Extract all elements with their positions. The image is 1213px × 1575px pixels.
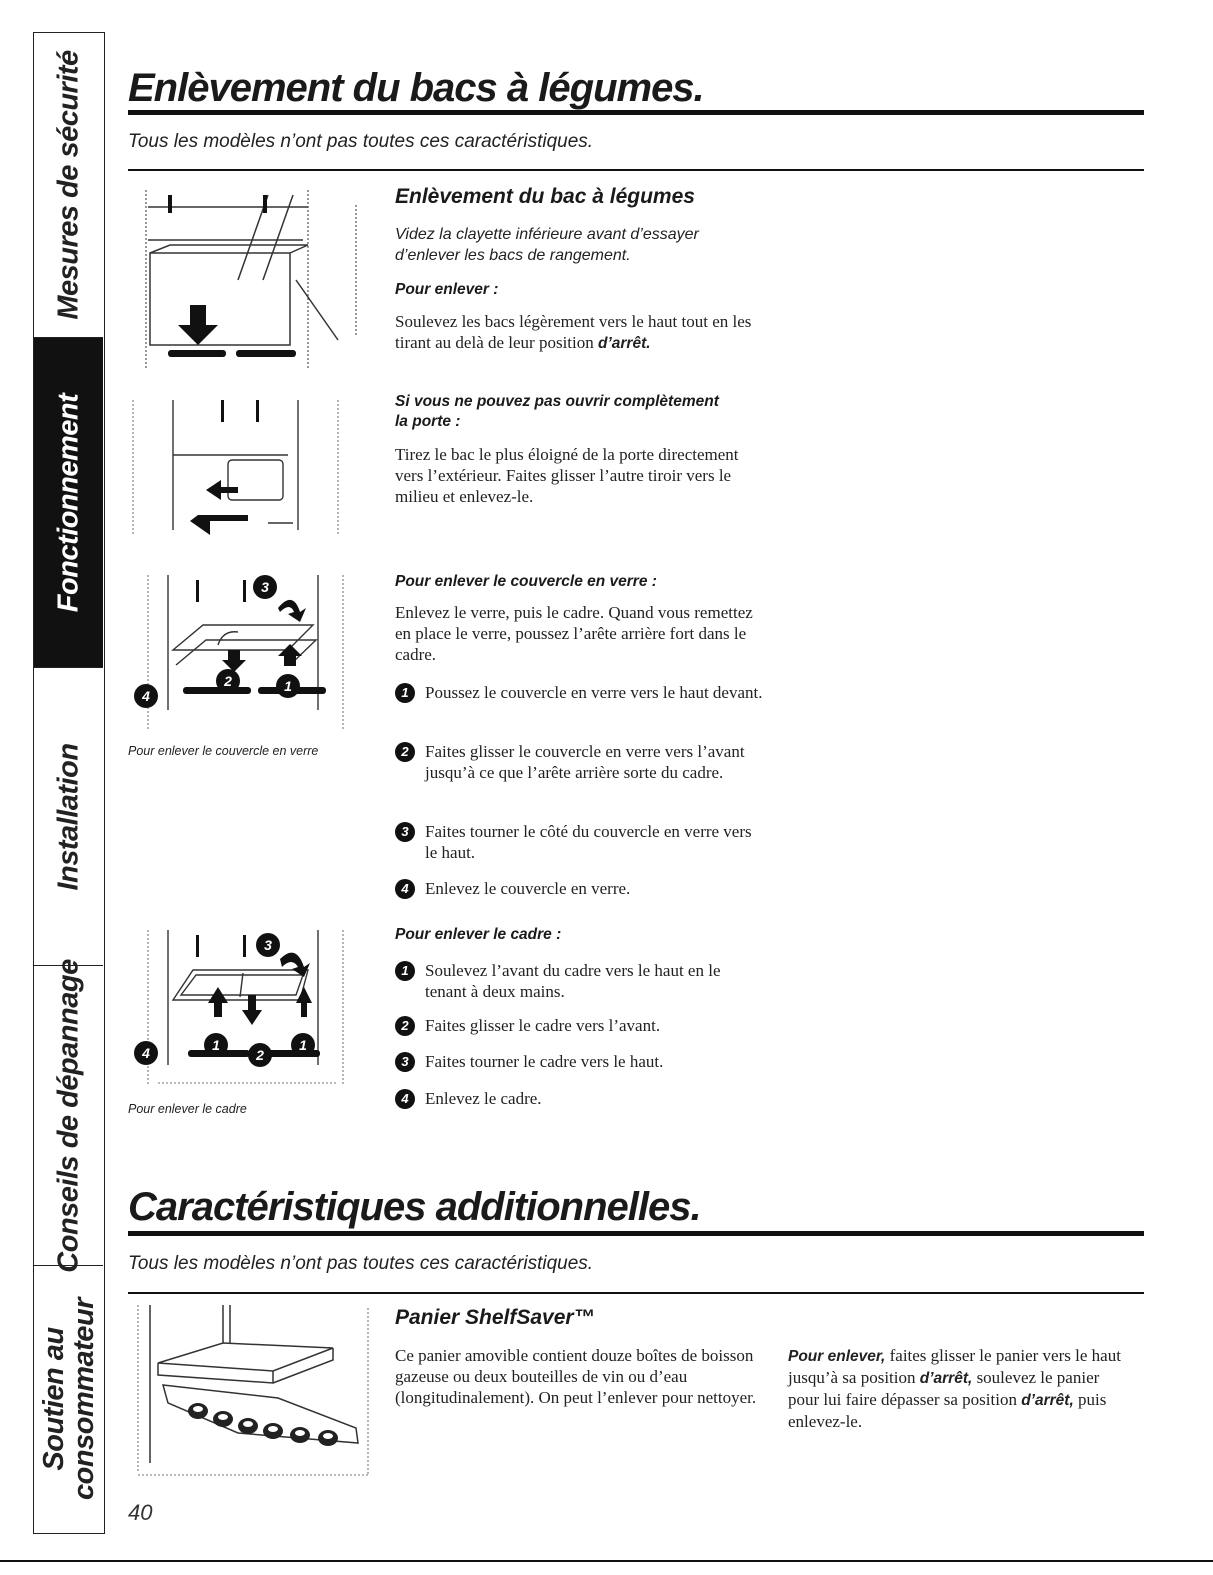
tab-label: Installation	[52, 742, 85, 891]
removal-text-a: faites glisser le panier vers le haut jusqu’à sa position	[788, 1346, 1121, 1387]
remove-text-body: Soulevez les bacs légèrement vers le haut tout en les tirant au delà de leur position	[395, 312, 752, 352]
step-text: Enlevez le cadre.	[425, 1089, 542, 1108]
sidebar-nav	[33, 32, 105, 1534]
step-number-icon: 2	[395, 1016, 415, 1036]
tab-fonctionnement[interactable]	[34, 338, 103, 668]
glass-step	[395, 821, 765, 863]
remove-heading: Pour enlever :	[395, 281, 499, 298]
svg-text:4: 4	[142, 688, 150, 704]
section-title: Caractéristiques additionnelles.	[128, 1185, 701, 1229]
removal-text-c: puis enlevez-le.	[788, 1390, 1107, 1431]
step-number-icon: 4	[395, 1089, 415, 1109]
tab-soutien-au-consommateur[interactable]	[34, 1266, 103, 1532]
step-number-icon: 3	[395, 822, 415, 842]
glass-step	[395, 878, 765, 899]
glass-step	[395, 682, 765, 703]
glass-text: Enlevez le verre, puis le cadre. Quand vous remettez en place le verre, poussez l’arête arrière fort dans le cadre.	[395, 603, 753, 664]
tab-label-line2: consommateur	[67, 1298, 100, 1500]
step-number-icon: 2	[395, 742, 415, 762]
stop-position-label: d’arrêt,	[919, 1370, 973, 1387]
page-number: 40	[128, 1500, 153, 1525]
step-number-icon: 3	[395, 1052, 415, 1072]
tab-label: Fonctionnement	[52, 393, 85, 612]
svg-text:4: 4	[142, 1045, 150, 1061]
step-text: Enlevez le couvercle en verre.	[425, 879, 631, 898]
shelfsaver-removal-text	[788, 1345, 1133, 1432]
shelfsaver-description: Ce panier amovible contient douze boîtes de boisson gazeuse ou deux bouteilles de vin ou d’eau (longitudinalement). On peut l’enlever pour nettoyer.	[395, 1346, 757, 1407]
step-number-icon: 4	[395, 879, 415, 899]
step-text: Poussez le couvercle en verre vers le haut devant.	[425, 683, 763, 702]
step-text: Faites tourner le côté du couvercle en verre vers le haut.	[425, 822, 752, 862]
frame-heading: Pour enlever le cadre :	[395, 926, 562, 943]
shelfsaver-basket-illustration	[128, 1303, 370, 1478]
frame-step	[395, 1088, 765, 1109]
remove-text	[395, 311, 765, 354]
frame-step	[395, 1015, 765, 1036]
stop-position-label: d’arrêt,	[1021, 1392, 1074, 1409]
frame-illustration	[128, 925, 358, 1090]
door-text: Tirez le bac le plus éloigné de la porte directement vers l’extérieur. Faites glisser l’autre tiroir vers le milieu et enlevez-le.	[395, 445, 739, 506]
section-title: Enlèvement du bacs à légumes.	[128, 66, 704, 110]
empty-shelf-note: Videz la clayette inférieure avant d’essayer d’enlever les bacs de rangement.	[395, 226, 699, 264]
remove-lead: Pour enlever,	[788, 1348, 886, 1365]
footer-rule	[0, 1560, 1213, 1562]
frame-step	[395, 960, 765, 1002]
step-number-icon: 1	[395, 683, 415, 703]
title-rule	[128, 110, 1144, 115]
section-subtitle: Tous les modèles n’ont pas toutes ces caractéristiques.	[128, 131, 594, 152]
partial-door-illustration	[128, 395, 358, 540]
stop-position-label: d’arrêt.	[598, 335, 651, 352]
svg-text:2: 2	[224, 673, 232, 689]
step-number-icon: 1	[395, 961, 415, 981]
svg-text:3: 3	[261, 579, 269, 595]
tab-mesures-de-securite[interactable]	[34, 33, 103, 338]
svg-text:1: 1	[284, 678, 292, 694]
divider	[128, 169, 1144, 171]
door-heading: Si vous ne pouvez pas ouvrir complètement la porte :	[395, 393, 719, 430]
svg-text:3: 3	[264, 937, 272, 953]
tab-installation[interactable]	[34, 668, 103, 966]
step-text: Faites tourner le cadre vers le haut.	[425, 1052, 664, 1071]
tab-label: Mesures de sécurité	[52, 50, 85, 320]
step-text: Faites glisser le cadre vers l’avant.	[425, 1016, 661, 1035]
glass-cover-caption: Pour enlever le couvercle en verre	[128, 744, 319, 758]
frame-step	[395, 1051, 765, 1072]
title-rule	[128, 1231, 1144, 1236]
crisper-removal-illustration	[128, 185, 358, 375]
svg-text:1: 1	[299, 1037, 307, 1053]
tab-conseils-de-depannage[interactable]	[34, 958, 103, 1273]
section-subtitle: Tous les modèles n’ont pas toutes ces caractéristiques.	[128, 1253, 594, 1274]
tab-label	[39, 1298, 99, 1500]
step-text: Faites glisser le couvercle en verre vers l’avant jusqu’à ce que l’arête arrière sorte du cadre.	[425, 742, 745, 782]
frame-caption: Pour enlever le cadre	[128, 1102, 247, 1116]
step-text: Soulevez l’avant du cadre vers le haut en le tenant à deux mains.	[425, 961, 721, 1001]
crisper-heading: Enlèvement du bac à légumes	[395, 185, 695, 208]
glass-heading: Pour enlever le couvercle en verre :	[395, 573, 657, 590]
svg-text:2: 2	[256, 1047, 264, 1063]
tab-label-line1: Soutien au	[37, 1327, 70, 1471]
tab-label: Conseils de dépannage	[52, 958, 85, 1273]
svg-text:1: 1	[212, 1037, 220, 1053]
glass-step	[395, 741, 765, 783]
removal-text-b: soulevez le panier pour lui faire dépasser sa position	[788, 1368, 1100, 1409]
glass-cover-illustration	[128, 570, 358, 735]
divider	[128, 1292, 1144, 1294]
shelfsaver-heading: Panier ShelfSaver™	[395, 1306, 595, 1329]
